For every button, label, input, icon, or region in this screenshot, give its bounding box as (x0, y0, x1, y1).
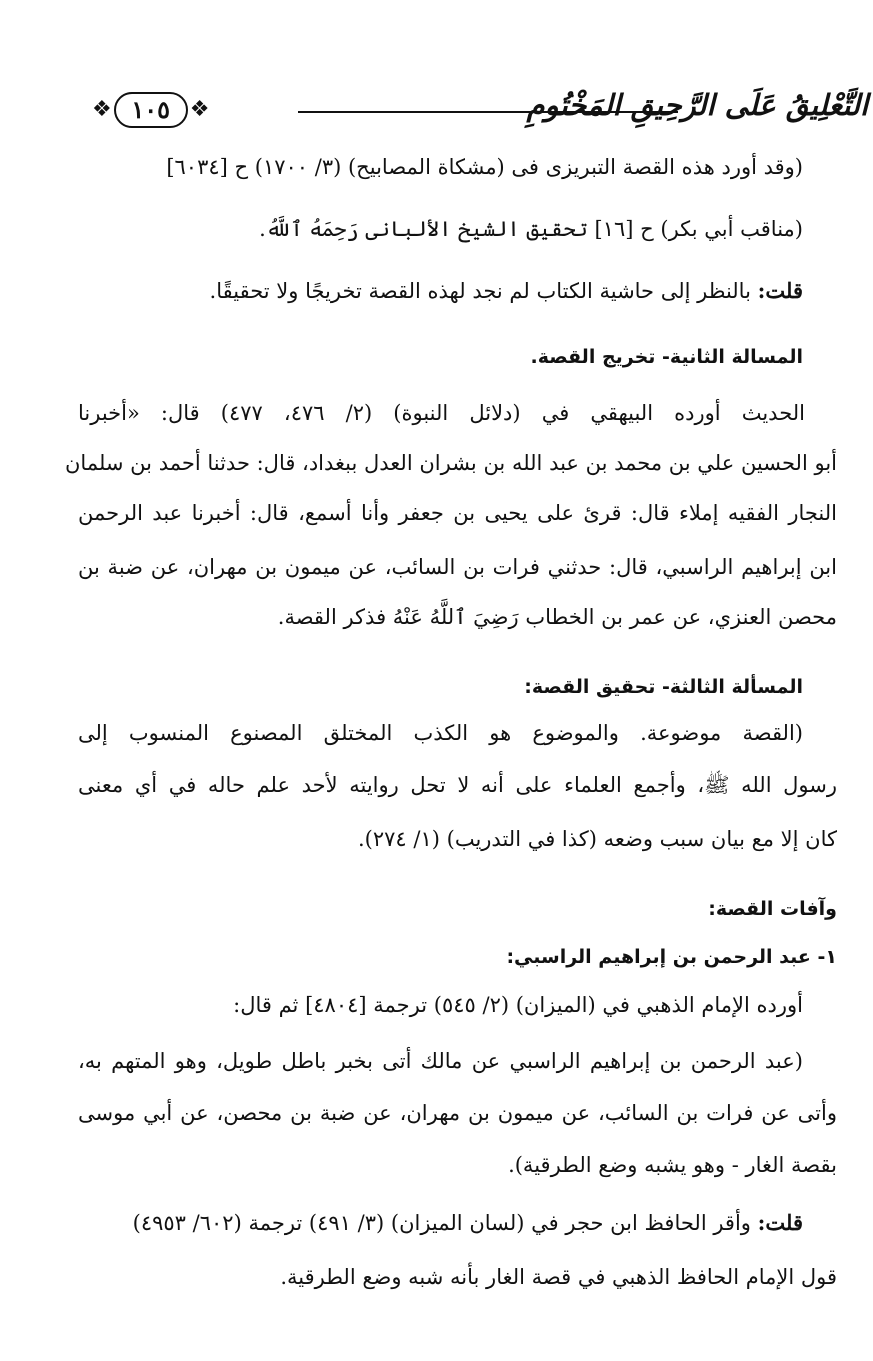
left-ornament-icon: ❖ (92, 97, 112, 122)
section-heading: ١- عبد الرحمن بن إبراهيم الراسبي: (506, 946, 837, 968)
running-title: التَّعْلِيقُ عَلَى الرَّحِيقِ المَخْتُومِ (526, 88, 868, 122)
page-number-ornament (92, 90, 209, 130)
text-line: (وقد أورد هذه القصة التبريزى فى (مشكاة المصابيح) (٣/ ١٧٠٠) ح [٦٠٣٤] (166, 155, 803, 179)
page-number: ١٠٥ (114, 92, 188, 128)
text-line: أبو الحسين علي بن محمد بن عبد الله بن بشران العدل ببغداد، قال: حدثنا أحمد بن سلمان (65, 451, 837, 475)
text-line: (القصة موضوعة. والموضوع هو الكذب المختلق المصنوع المنسوب إلى (78, 721, 803, 745)
text-line: كان إلا مع بيان سبب وضعه (كذا في التدريب) (١/ ٢٧٤). (358, 827, 837, 851)
text-span: وأقر الحافظ ابن حجر في (لسان الميزان) (٣/ ٤٩١) ترجمة (٦٠٢/ ٤٩٥٣) (132, 1211, 751, 1235)
section-heading: المسالة الثانية- تخريج القصة. (530, 346, 803, 368)
text-line: محصن العنزي، عن عمر بن الخطاب رَضِيَ ٱللَّهُ عَنْهُ فذكر القصة. (277, 605, 837, 629)
text-line: وأتى عن فرات بن السائب، عن ميمون بن مهران، عن ضبة بن محصن، عن أبي موسى (78, 1101, 837, 1125)
text-line-with-lead (210, 276, 803, 306)
text-line: أورده الإمام الذهبي في (الميزان) (٢/ ٥٤٥) ترجمة [٤٨٠٤] ثم قال: (233, 993, 803, 1017)
section-heading: وآفات القصة: (708, 898, 837, 920)
page-header (78, 78, 868, 138)
text-line-with-lead (133, 1208, 803, 1238)
lead-word: قلت: (757, 1210, 803, 1235)
text-line: (مناقب أبي بكر) ح [١٦] تحقيق الشيخ الألبانى رَحِمَهُ ٱللَّهُ. (259, 217, 803, 241)
text-line: رسول الله ﷺ، وأجمع العلماء على أنه لا تحل روايته لأحد علم حاله في أي معنى (78, 773, 837, 797)
text-line: (عبد الرحمن بن إبراهيم الراسبي عن مالك أتى بخبر باطل طويل، وهو المتهم به، (78, 1049, 803, 1073)
text-line: قول الإمام الحافظ الذهبي في قصة الغار بأنه شبه وضع الطرقية. (280, 1265, 837, 1289)
text-line: الحديث أورده البيهقي في (دلائل النبوة) (٢/ ٤٧٦، ٤٧٧) قال: «أخبرنا (78, 401, 805, 425)
text-line: بقصة الغار - وهو يشبه وضع الطرقية). (508, 1153, 837, 1177)
section-heading: المسألة الثالثة- تحقيق القصة: (524, 676, 803, 698)
right-ornament-icon: ❖ (189, 97, 210, 122)
text-line: النجار الفقيه إملاء قال: قرئ على يحيى بن جعفر وأنا أسمع، قال: أخبرنا عبد الرحمن (78, 501, 837, 525)
text-line: ابن إبراهيم الراسبي، قال: حدثني فرات بن السائب، عن ميمون بن مهران، عن ضبة بن (78, 555, 837, 579)
lead-word: قلت: (757, 278, 803, 303)
text-span: بالنظر إلى حاشية الكتاب لم نجد لهذه القصة تخريجًا ولا تحقيقًا. (209, 279, 751, 303)
